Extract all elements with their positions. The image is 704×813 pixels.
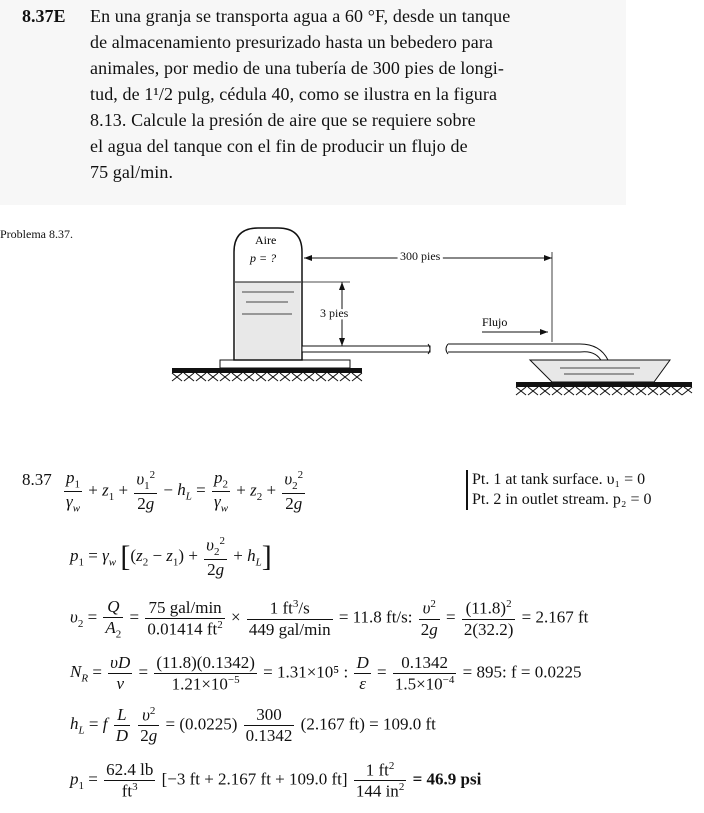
problem-line: 75 gal/min. (90, 162, 174, 182)
problem-line: el agua del tanque con el fin de producir un flujo de (90, 136, 468, 156)
note-2: Pt. 2 in outlet stream. p₂ = 0 (472, 491, 652, 508)
head-loss-value: (2.167 ft) = 109.0 ft (300, 714, 436, 734)
problem-line: animales, por medio de una tubería de 300 pies de longi- (90, 58, 504, 78)
velocity-head: = 2.167 ft (521, 607, 589, 627)
pressure-label: p = ? (250, 251, 277, 265)
bernoulli-equation: $\frac{p_1}{\gamma_w}$ + $z_1$ + $\frac{\upsilon_1^2}{2g}$ − $h_L$ = $\frac{p_2}{\gamma_w}$ + $z_2$ + $\frac{\upsilon_2^2}{2g}$ (66, 468, 304, 515)
air-label: Aire (255, 233, 277, 247)
problem-number: 8.37E (22, 6, 66, 26)
tank-figure (160, 222, 700, 412)
head-loss-equation: $h_L = f$ $\frac{L}{D}$ $\frac{\upsilon^2}{2g}$ = (0.0225) $\frac{300}{0.1342}$ (2.167 ft) = 109.0 ft (70, 705, 436, 746)
flow-label: Flujo (482, 315, 508, 329)
solution-notes (466, 470, 651, 510)
problem-line: tud, de 1¹/2 pulg, cédula 40, como se ilustra en la figura (90, 84, 498, 104)
answer: = 46.9 psi (412, 769, 482, 789)
pressure-result: $p_1$ = $\frac{62.4 lb}{ft^3}$ [−3 ft + 2.167 ft + 109.0 ft] $\frac{1 ft^2}{144 in^2}$ = 46.9 psi (70, 760, 482, 801)
height-label: 3 pies (320, 306, 349, 320)
problem-line: 8.13. Calcule la presión de aire que se requiere sobre (90, 110, 476, 130)
length-label: 300 pies (400, 249, 441, 263)
reynolds-equation: $N_R$ = $\frac{\upsilon D}{\nu}$ = $\frac{(11.8)(0.1342)}{1.21\times 10^{-5}}$ = 1.31×10⁵ : $\frac{D}{\varepsilon}$ = $\frac{0.1342}{1.5\times 10^{-4}}$ = 895: f = 0.0225 (70, 653, 582, 694)
v2-value: = 11.8 ft/s: (338, 607, 413, 627)
p1-expression: $p_1 = \gamma_w$ [$(z_2 - z_1)$ + $\frac{\upsilon_2^2}{2g}$ + $h_L$] (70, 535, 272, 579)
reynolds-value: = 1.31×10⁵ : (263, 662, 349, 682)
relative-roughness: = 895: f = 0.0225 (462, 662, 582, 682)
problem-line: En una granja se transporta agua a 60 °F, desde un tanque (90, 6, 511, 26)
trough (530, 360, 670, 382)
solution-number: 8.37 (22, 470, 52, 489)
problem-line: de almacenamiento presurizado hasta un bebedero para (90, 32, 494, 52)
bracket-sum: [−3 ft + 2.167 ft + 109.0 ft] (161, 769, 348, 789)
velocity-equation: $\upsilon_2$ = $\frac{Q}{A_2}$ = $\frac{\text{75 gal/min}}{0.01414 ft^2}$ × $\frac{1 ft^3/s}{\text{449 gal/min}}$ = 11.8 ft/s: $\frac{\upsilon^2}{2g}$ = $\frac{(11.8)^2}{2(32.2)}$ = 2.167 ft (70, 597, 589, 640)
ground-hatch-left (172, 373, 362, 381)
note-1: Pt. 1 at tank surface. υ₁ = 0 (472, 471, 646, 488)
figure-caption: Problema 8.37. (0, 227, 73, 241)
problem-statement (0, 0, 626, 205)
